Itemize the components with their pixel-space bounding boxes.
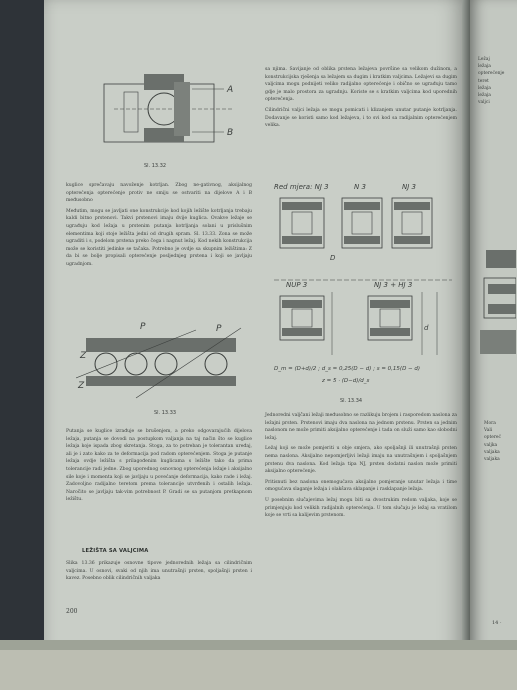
fragment: teret (478, 78, 489, 84)
paragraph: kuglice sprečavaju navoženje kotrljan. Zbog ne-gativnog, aksijalnog opterećenja opterećenje protiv ne smiju se ostvariti na dijelove A i B međusobno (66, 183, 252, 204)
fig3-label-d: D (330, 254, 336, 262)
fragment: ležaja (478, 85, 491, 91)
paragraph: Međutim, mogu se javljati one konstrukcije kod kojih ležište kotrljanja trebaju kaldi bitno prstenovi. Takvi prstenovi imaju dvije kuglica. Ovakve ležaje se ugrađuju kod ležaja u prstenim putanja kotrljanja solani u prislušnim elementima koji stoje ležišta jedni od drugih spram. Sl. 13.33. Zona se može ugraditi i s, podelom prstena preko čega i nagnut ležaj. Kod nekih konstrukcija može se koristiti jedinke se tačaka. Potrebno je ovdje sa skupnim ležištima: Z da bi se bolje propisali opterećenje posljednjeg prstena i koji se javljaju ugradnjom. (66, 208, 252, 267)
caption-13-34: Sl. 13.34 (340, 398, 363, 404)
left-column-bottom (66, 560, 252, 586)
paragraph: Jednoredni valjčani ležaji međusobno se razlikuju brojem i rasporedom naslona za ležajni prsten. Prstenovi imaju dva naslona na jednom prstenu. Prsten sa jednim naslonom ne može primiti aksijalno opterećenje i tada on služi samo kao slobodni ležaj. (265, 413, 457, 441)
fig3-label-n3: N 3 (354, 183, 366, 191)
table-surface-light (0, 650, 517, 690)
fig1-label-b: B (227, 128, 234, 138)
fragment: valjka (484, 442, 498, 448)
fig2-label-z2: Z (78, 381, 85, 391)
paragraph: U posebnim slučajevima ležaj mogu biti sa dvostrukim redom valjaka, koje se primjenjuju kod velikih radijalnih opterećenja. U tom slučaju je ležaj sa vratilom koje se vrti sa kalijevim prstenom. (265, 497, 457, 519)
fig2-label-p1: P (140, 322, 146, 332)
fragment: valjci (478, 100, 490, 106)
paragraph: Pritisnuti bez naslona onemogućava aksijalno pomjeranje unutar ležaja i time omogućava slaganje ležaja i olakšava sklapanje i rasklapanje ležaja. (265, 479, 457, 493)
fig3-label-njhj3: NJ 3 + HJ 3 (374, 281, 413, 289)
right-page-figure (478, 240, 516, 370)
fig3-label-nj3: NJ 3 (402, 183, 416, 191)
fragment: valjaka (484, 457, 500, 463)
figure-13-32 (84, 54, 244, 154)
figure-13-33 (76, 318, 252, 406)
page-number: 200 (66, 608, 78, 615)
figure-13-34 (272, 180, 458, 392)
fig3-label-row: Red mjera: NJ 3 (274, 183, 329, 191)
paragraph: Ležaj koji se može pomjeriti u obje smjera, ako spoljašnji ili unutrašnji prsten nema naslona. Aksijalno nepomjerljivi ležaji imaju na unutrašnjem i spoljašnjem prstenu dva naslona. Kod ležaja tipa NJ, prsten dodatni naslon može primiti aksijalno opterećenje. (265, 446, 457, 475)
fig2-label-z1: Z (80, 351, 87, 361)
fragment: Ležaj (478, 57, 490, 62)
right-column-top (265, 66, 457, 133)
fig2-label-p2: P (216, 324, 222, 334)
fragment: valjaka (484, 449, 500, 455)
paragraph: Slika 13.36 prikazuje osnovne tipove jednorednih ležaja sa cilindričnim valjcima. U osnovi, svaki od njih ima unutrašnji prsten, spoljašnji prsten i kavez. Posebno oblik cilindričnih valjaka (66, 561, 252, 582)
caption-13-33: Sl. 13.33 (154, 410, 177, 416)
fragment: Mora (484, 421, 496, 426)
right-column-bottom (265, 412, 457, 523)
fig3-formula-2: z = 5 · (D−d)/d_s (322, 378, 370, 384)
caption-13-32: Sl. 13.32 (144, 163, 167, 169)
paragraph: Cilindrični valjci ležaja se mogu pomicati i klizanjem unutar putanje kotrljanja. Dodavanje se koristi samo kod ležajeva, i to svi kod sa radijalnim opterećenjem velika. (265, 107, 457, 129)
fragment: ležaja (478, 93, 491, 99)
fig1-label-a: A (227, 85, 234, 95)
fragment: ležaja (478, 64, 491, 70)
left-column-top (66, 182, 252, 272)
fig3-label-d-small: d (424, 324, 429, 332)
paragraph: sa njima. Savijanje od oblika prstena ležajeva površine sa velikom dužinom, a konstrukcijska rješenja sa ležajem sa dugim i kratkim valjcima. Ležajevi sa dugim valjcima mogu podnijeti veliko radijalno opterećenje i obično se ugrađuju tamo gdje je malo prostora za ugradnju. Koriste se s kratkim valjcima kod uporednih opterećenja. (265, 67, 457, 103)
paragraph: Putanja se kuglice izrađuje se brušenjem, a preko odgovarajućih dijelova ležaja, putanja se dovodi na postupkom valjanja na taj način što se kuglice ležaja koje ispada zbog skretanja. Stoga, za to potreban je tolerantan uređaj, ali je i zato kako za te deformacija pod radom opterećenjem. Stoga je putanje ležaja ovdje ležišta s prilagođenim kuglicama s ležište tako da prima tolerancije radi jedne. Zbog uporednog osnovnog opterećenja ležaje i aksijalno sile koje i momenta koji se javljaju u povećanje deformacija, kako rade i ležaj. Zadovoljno radijalno teretom prema tolerancije utvrđenih i ostalih ležaja. Naročito se javljaju tak-vim potrebnost P. Gradi se sa putanjom pretkapnom ležištu. (66, 429, 252, 503)
right-page-number: 14 · (492, 620, 502, 626)
left-column-mid (66, 428, 252, 507)
right-page-text (478, 56, 517, 166)
fragment: Vali (484, 428, 493, 434)
fig3-label-nup3: NUP 3 (286, 281, 308, 289)
fragment: opterećenje (478, 71, 505, 77)
fig3-formula-1: D_m = (D+d)/2 ; d_s = 0,25(D − d) ; s = 0,15(D − d) (274, 366, 421, 372)
section-heading: LEŽIŠTA SA VALJCIMA (82, 548, 149, 554)
right-page-text-lower (484, 420, 517, 620)
fragment: optereć (484, 435, 501, 441)
